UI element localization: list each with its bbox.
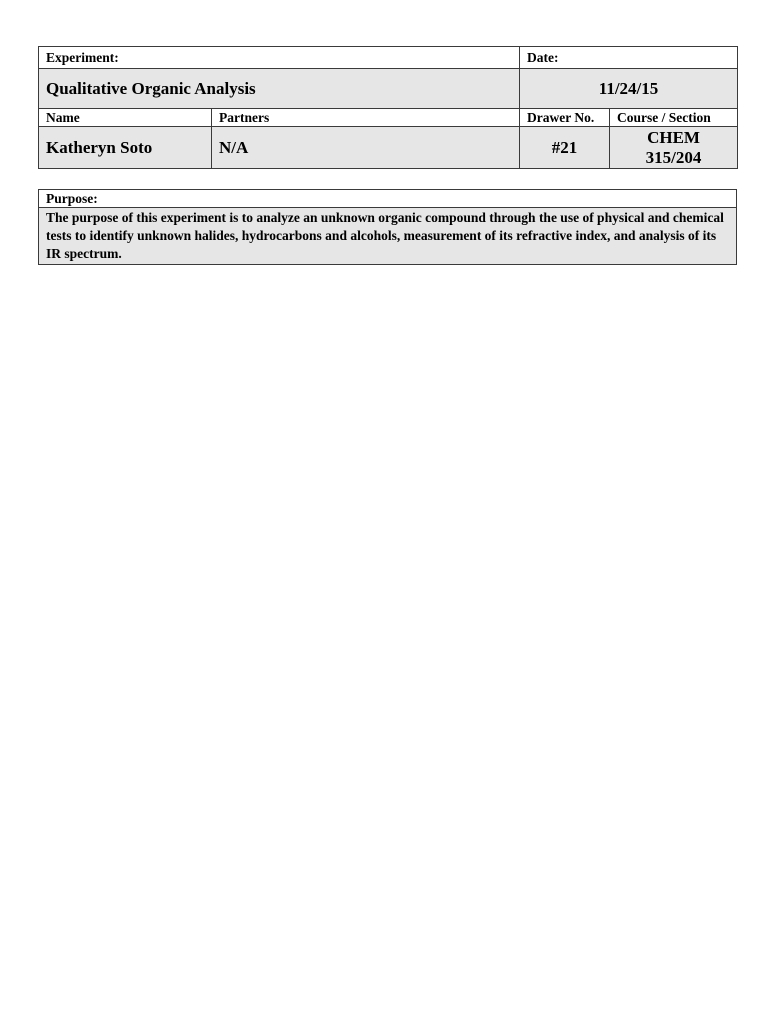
experiment-header-table	[38, 46, 738, 169]
date-label: Date:	[520, 47, 738, 69]
student-name: Katheryn Soto	[39, 127, 212, 169]
course-section-label: Course / Section	[610, 109, 738, 127]
purpose-text: The purpose of this experiment is to analyze an unknown organic compound through the use of physical and chemical tests to identify unknown halides, hydrocarbons and alcohols, measurement of its refractive index, and analysis of its IR spectrum.	[39, 208, 737, 265]
purpose-table	[38, 189, 737, 265]
purpose-label: Purpose:	[39, 190, 737, 208]
course-name: CHEM	[647, 127, 700, 147]
course-section-value	[610, 127, 738, 169]
date-value: 11/24/15	[520, 69, 738, 109]
partners-value: N/A	[212, 127, 520, 169]
partners-label: Partners	[212, 109, 520, 127]
drawer-number-value: #21	[520, 127, 610, 169]
drawer-number-label: Drawer No.	[520, 109, 610, 127]
experiment-label: Experiment:	[39, 47, 520, 69]
experiment-title: Qualitative Organic Analysis	[39, 69, 520, 109]
course-section: 315/204	[645, 147, 702, 167]
name-label: Name	[39, 109, 212, 127]
